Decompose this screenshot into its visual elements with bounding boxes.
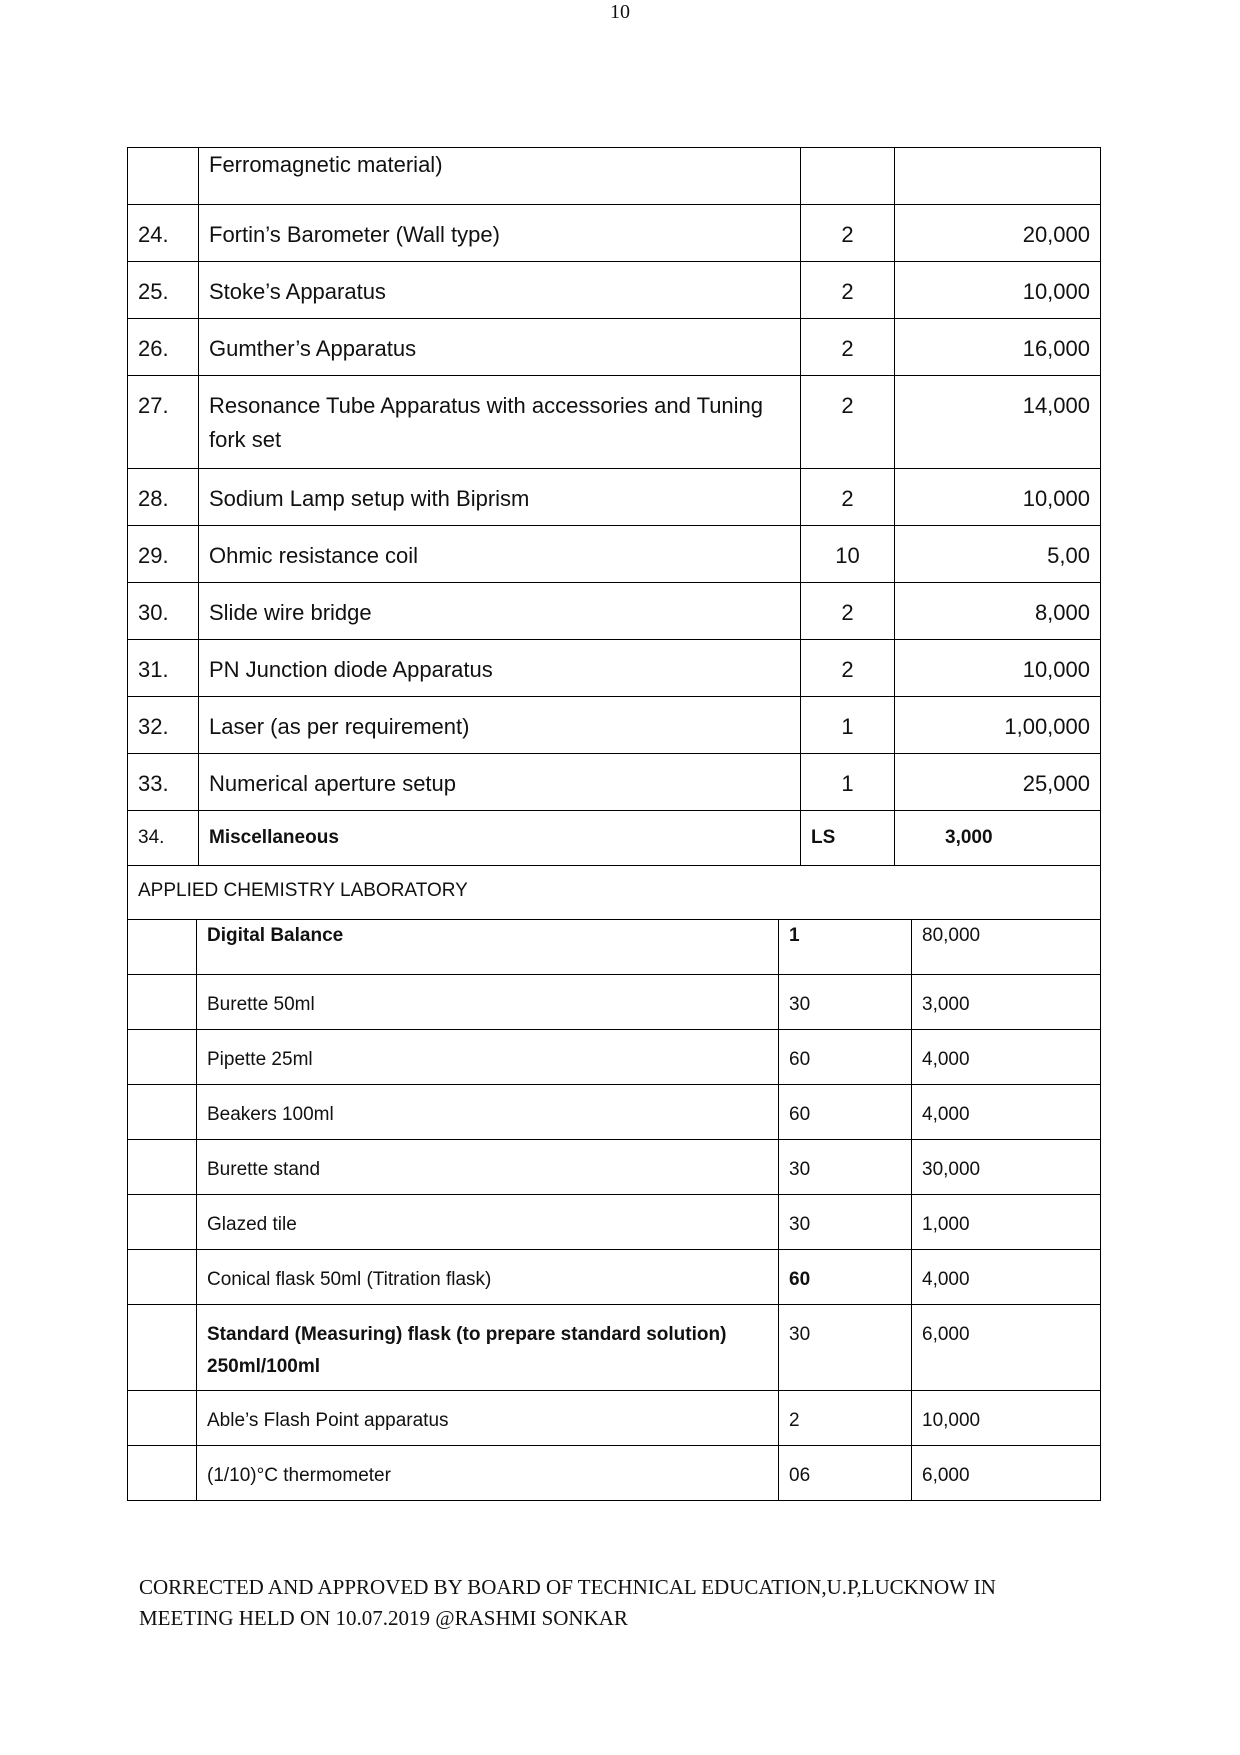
table-row — [128, 1030, 1101, 1085]
item-cost: 4,000 — [912, 1250, 1101, 1305]
table-row — [128, 1140, 1101, 1195]
item-number: 30. — [128, 583, 199, 640]
item-cost: 6,000 — [912, 1305, 1101, 1391]
item-cost: 6,000 — [912, 1446, 1101, 1501]
item-number — [128, 148, 199, 205]
table-row — [128, 376, 1101, 469]
item-name: Sodium Lamp setup with Biprism — [199, 469, 801, 526]
item-quantity: 30 — [779, 1305, 912, 1391]
item-quantity: 2 — [801, 583, 895, 640]
table-row — [128, 1195, 1101, 1250]
page-number: 10 — [610, 1, 630, 23]
item-number — [128, 975, 197, 1030]
item-name: (1/10)°C thermometer — [197, 1446, 779, 1501]
item-quantity: 1 — [801, 697, 895, 754]
item-name: Gumther’s Apparatus — [199, 319, 801, 376]
item-quantity: 60 — [779, 1250, 912, 1305]
item-name: PN Junction diode Apparatus — [199, 640, 801, 697]
item-cost: 14,000 — [895, 376, 1101, 469]
table-row — [128, 754, 1101, 811]
table-row — [128, 920, 1101, 975]
item-name: Stoke’s Apparatus — [199, 262, 801, 319]
item-cost — [895, 148, 1101, 205]
item-number: 24. — [128, 205, 199, 262]
item-number — [128, 1250, 197, 1305]
item-cost: 1,00,000 — [895, 697, 1101, 754]
item-quantity: 60 — [779, 1085, 912, 1140]
table-row — [128, 1085, 1101, 1140]
item-name: Digital Balance — [197, 920, 779, 975]
item-number — [128, 1446, 197, 1501]
table-row — [128, 1305, 1101, 1391]
item-name: Pipette 25ml — [197, 1030, 779, 1085]
item-name: Able’s Flash Point apparatus — [197, 1391, 779, 1446]
approval-footer — [139, 1572, 1099, 1634]
item-cost: 1,000 — [912, 1195, 1101, 1250]
item-cost: 4,000 — [912, 1085, 1101, 1140]
item-quantity: LS — [801, 811, 895, 866]
item-quantity: 30 — [779, 1195, 912, 1250]
item-quantity: 2 — [801, 205, 895, 262]
item-number — [128, 1391, 197, 1446]
item-name: Conical flask 50ml (Titration flask) — [197, 1250, 779, 1305]
item-quantity: 06 — [779, 1446, 912, 1501]
item-quantity: 2 — [801, 262, 895, 319]
table-row — [128, 640, 1101, 697]
item-quantity: 10 — [801, 526, 895, 583]
item-number — [128, 1030, 197, 1085]
item-cost: 3,000 — [912, 975, 1101, 1030]
item-cost: 30,000 — [912, 1140, 1101, 1195]
item-name: Slide wire bridge — [199, 583, 801, 640]
table-row — [128, 1391, 1101, 1446]
item-cost: 3,000 — [895, 811, 1101, 866]
item-quantity: 2 — [779, 1391, 912, 1446]
item-name: Resonance Tube Apparatus with accessories and Tuning fork set — [199, 376, 801, 469]
item-quantity: 1 — [801, 754, 895, 811]
item-number: 29. — [128, 526, 199, 583]
item-quantity: 2 — [801, 319, 895, 376]
item-cost: 80,000 — [912, 920, 1101, 975]
physics-equipment-table — [127, 147, 1101, 920]
item-cost: 16,000 — [895, 319, 1101, 376]
item-number: 32. — [128, 697, 199, 754]
item-name: Beakers 100ml — [197, 1085, 779, 1140]
footer-line-2: MEETING HELD ON 10.07.2019 @RASHMI SONKAR — [139, 1606, 628, 1630]
item-cost: 10,000 — [895, 262, 1101, 319]
table-row — [128, 1446, 1101, 1501]
table-row — [128, 262, 1101, 319]
section-header-row — [128, 866, 1101, 920]
item-number: 28. — [128, 469, 199, 526]
equipment-list — [127, 147, 1100, 1501]
item-name: Laser (as per requirement) — [199, 697, 801, 754]
item-number: 26. — [128, 319, 199, 376]
item-number: 31. — [128, 640, 199, 697]
item-name: Burette stand — [197, 1140, 779, 1195]
item-number: 27. — [128, 376, 199, 469]
item-cost: 10,000 — [895, 640, 1101, 697]
item-name: Standard (Measuring) flask (to prepare standard solution) 250ml/100ml — [197, 1305, 779, 1391]
item-quantity: 30 — [779, 975, 912, 1030]
item-name: Burette 50ml — [197, 975, 779, 1030]
item-cost: 10,000 — [912, 1391, 1101, 1446]
item-quantity: 30 — [779, 1140, 912, 1195]
item-quantity: 1 — [779, 920, 912, 975]
item-cost: 25,000 — [895, 754, 1101, 811]
item-quantity: 2 — [801, 640, 895, 697]
item-name: Ohmic resistance coil — [199, 526, 801, 583]
item-number — [128, 1140, 197, 1195]
item-number: 34. — [128, 811, 199, 866]
item-cost: 20,000 — [895, 205, 1101, 262]
item-number: 25. — [128, 262, 199, 319]
chemistry-equipment-table — [127, 919, 1101, 1501]
item-cost: 10,000 — [895, 469, 1101, 526]
item-name: Numerical aperture setup — [199, 754, 801, 811]
footer-line-1: CORRECTED AND APPROVED BY BOARD OF TECHNICAL EDUCATION,U.P,LUCKNOW IN — [139, 1575, 996, 1599]
item-name: Fortin’s Barometer (Wall type) — [199, 205, 801, 262]
table-row — [128, 526, 1101, 583]
item-name: Ferromagnetic material) — [199, 148, 801, 205]
table-row-miscellaneous — [128, 811, 1101, 866]
item-name: Glazed tile — [197, 1195, 779, 1250]
table-row — [128, 1250, 1101, 1305]
section-title: APPLIED CHEMISTRY LABORATORY — [128, 866, 1101, 920]
item-number: 33. — [128, 754, 199, 811]
item-number — [128, 1305, 197, 1391]
item-number — [128, 1195, 197, 1250]
table-row — [128, 469, 1101, 526]
item-cost: 4,000 — [912, 1030, 1101, 1085]
item-name: Miscellaneous — [199, 811, 801, 866]
table-row — [128, 148, 1101, 205]
table-row — [128, 205, 1101, 262]
table-row — [128, 319, 1101, 376]
item-quantity: 2 — [801, 469, 895, 526]
table-row — [128, 697, 1101, 754]
table-row — [128, 583, 1101, 640]
item-number — [128, 1085, 197, 1140]
item-quantity — [801, 148, 895, 205]
table-row — [128, 975, 1101, 1030]
item-cost: 5,00 — [895, 526, 1101, 583]
item-cost: 8,000 — [895, 583, 1101, 640]
item-quantity: 2 — [801, 376, 895, 469]
item-number — [128, 920, 197, 975]
item-quantity: 60 — [779, 1030, 912, 1085]
